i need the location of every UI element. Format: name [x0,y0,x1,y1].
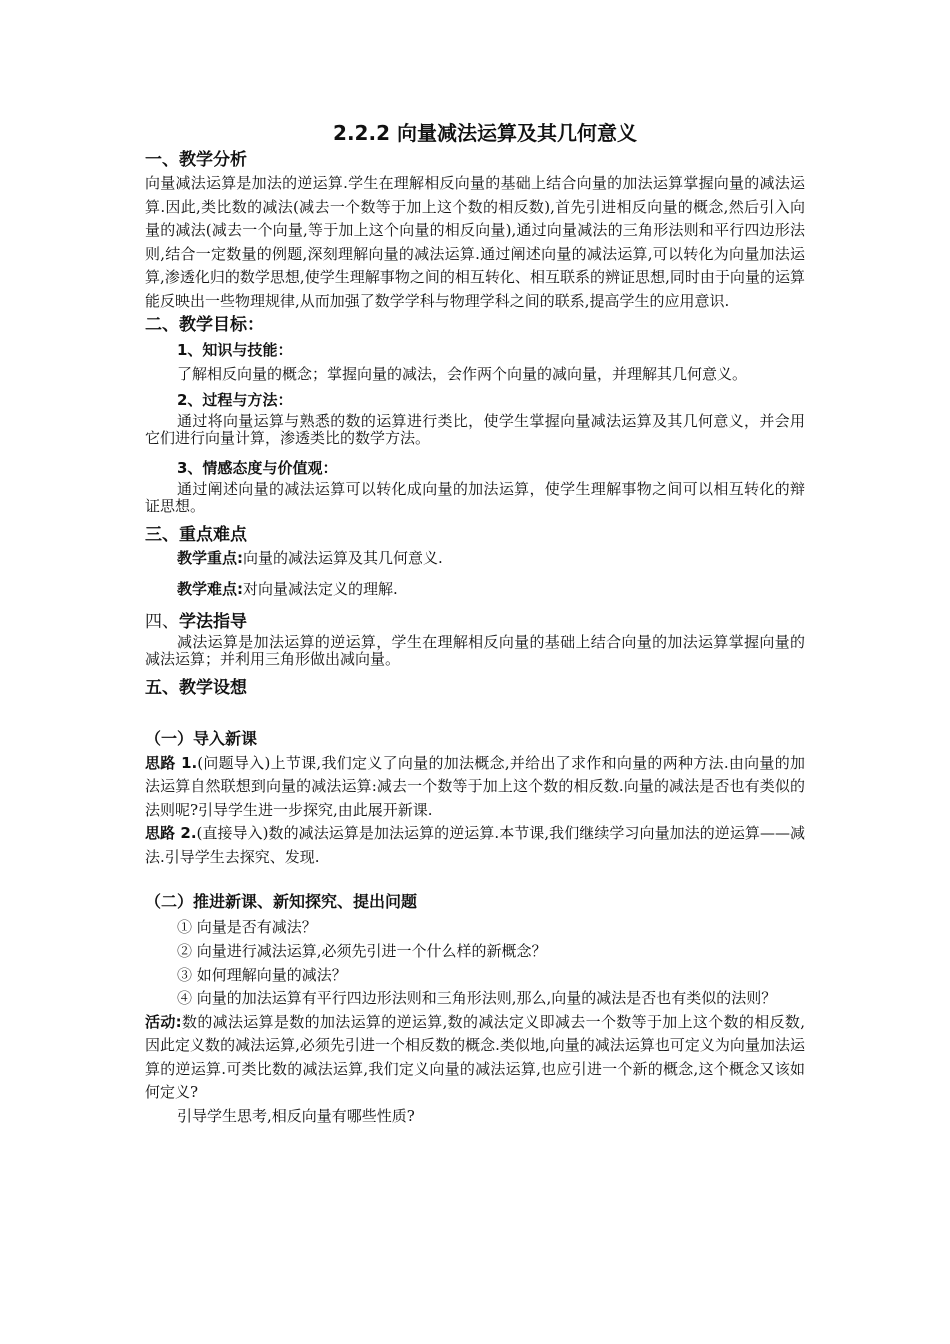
idea-2-text: (直接导入)数的减法运算是加法运算的逆运算.本节课,我们继续学习向量加法的逆运算——减法.引导学生去探究、发现. [145,824,806,866]
goal-attitude-text: 通过阐述向量的减法运算可以转化成向量的加法运算，使学生理解事物之间可以相互转化的辩证思想。 [145,479,805,515]
activity-label: 活动: [145,1012,182,1031]
question-4: ④ 向量的加法运算有平行四边形法则和三角形法则,那么,向量的减法是否也有类似的法则？ [177,989,777,1007]
difficulty-label: 教学难点: [177,580,243,598]
section-teaching-goals-heading: 二、教学目标： [145,315,264,335]
idea-1-label: 思路 1. [145,753,198,772]
idea-2-paragraph [145,822,805,869]
study-guide-title: 学法指导 [179,611,247,632]
question-3: ③ 如何理解向量的减法？ [177,966,347,984]
goal-process-label: 2、过程与方法： [177,390,293,409]
question-2: ② 向量进行减法运算,必须先引进一个什么样的新概念？ [177,942,547,960]
part-new-lesson-heading: （二）推进新课、新知探究、提出问题 [145,892,418,911]
difficulty-line [145,578,805,602]
goal-knowledge-label: 1、知识与技能： [177,341,293,359]
goal-attitude-label: 3、情感态度与价值观： [177,458,338,477]
section-teaching-analysis-heading: 一、教学分析 [145,150,247,170]
page-title: 2.2.2 向量减法运算及其几何意义 [333,121,637,145]
idea-1-text: (问题导入)上节课,我们定义了向量的加法概念,并给出了求作和向量的两种方法.由向量的加法运算自然联想到向量的减法运算:减去一个数等于加上这个数的相反数.向量的减法是否也有类似的法则呢?引导学生进一步探究,由此展开新课. [145,753,805,819]
section-study-guide-heading [145,610,805,634]
key-point-label: 教学重点: [177,548,243,567]
idea-1-paragraph [145,752,805,823]
study-guide-number: 四、 [145,611,179,632]
question-1: ① 向量是否有减法？ [177,918,317,936]
goal-process-text: 通过将向量运算与熟悉的数的运算进行类比，使学生掌握向量减法运算及其几何意义，并会用它们进行向量计算，渗透类比的数学方法。 [145,411,805,447]
key-point-line [145,547,805,571]
goal-knowledge-text: 了解相反向量的概念；掌握向量的减法，会作两个向量的减向量，并理解其几何意义。 [177,365,748,383]
part-intro-heading: （一）导入新课 [145,728,258,748]
difficulty-text: 对向量减法定义的理解. [243,580,398,598]
teaching-analysis-text: 向量减法运算是加法的逆运算.学生在理解相反向量的基础上结合向量的加法运算掌握向量的减法运算.因此,类比数的减法(减去一个数等于加上这个数的相反数),首先引进相反向量的概念,然后引入向量的减法(减去一个向量,等于加上这个向量的相反向量),通过向量减法的三角形法则和平行四边形法则,结合一定数量的例题,深刻理解向量的减法运算.通过阐述向量的减法运算,可以转化为向量加法运算,渗透化归的数学思想,使学生理解事物之间的相互转化、相互联系的辨证思想,同时由于向量的运算能反映出一些物理规律,从而加强了数学学科与物理学科之间的联系,提高学生的应用意识. [145,174,805,310]
activity-text: 数的减法运算是数的加法运算的逆运算,数的减法定义即减去一个数等于加上这个数的相反数,因此定义数的减法运算,必须先引进一个相反数的概念.类似地,向量的减法运算也可定义为向量加法运算的逆运算.可类比数的减法运算,我们定义向量的减法运算,也应引进一个新的概念,这个概念又该如何定义? [145,1012,805,1101]
key-point-text: 向量的减法运算及其几何意义. [243,548,443,567]
guide-question: 引导学生思考,相反向量有哪些性质? [177,1106,415,1125]
study-guide-text: 减法运算是加法运算的逆运算，学生在理解相反向量的基础上结合向量的加法运算掌握向量的减法运算；并利用三角形做出减向量。 [145,632,805,668]
document-body [145,118,805,1128]
section-teaching-design-heading: 五、教学设想 [145,677,247,698]
section-key-points-heading: 三、重点难点 [145,524,247,545]
activity-paragraph [145,1011,805,1105]
idea-2-label: 思路 2. [145,824,197,842]
